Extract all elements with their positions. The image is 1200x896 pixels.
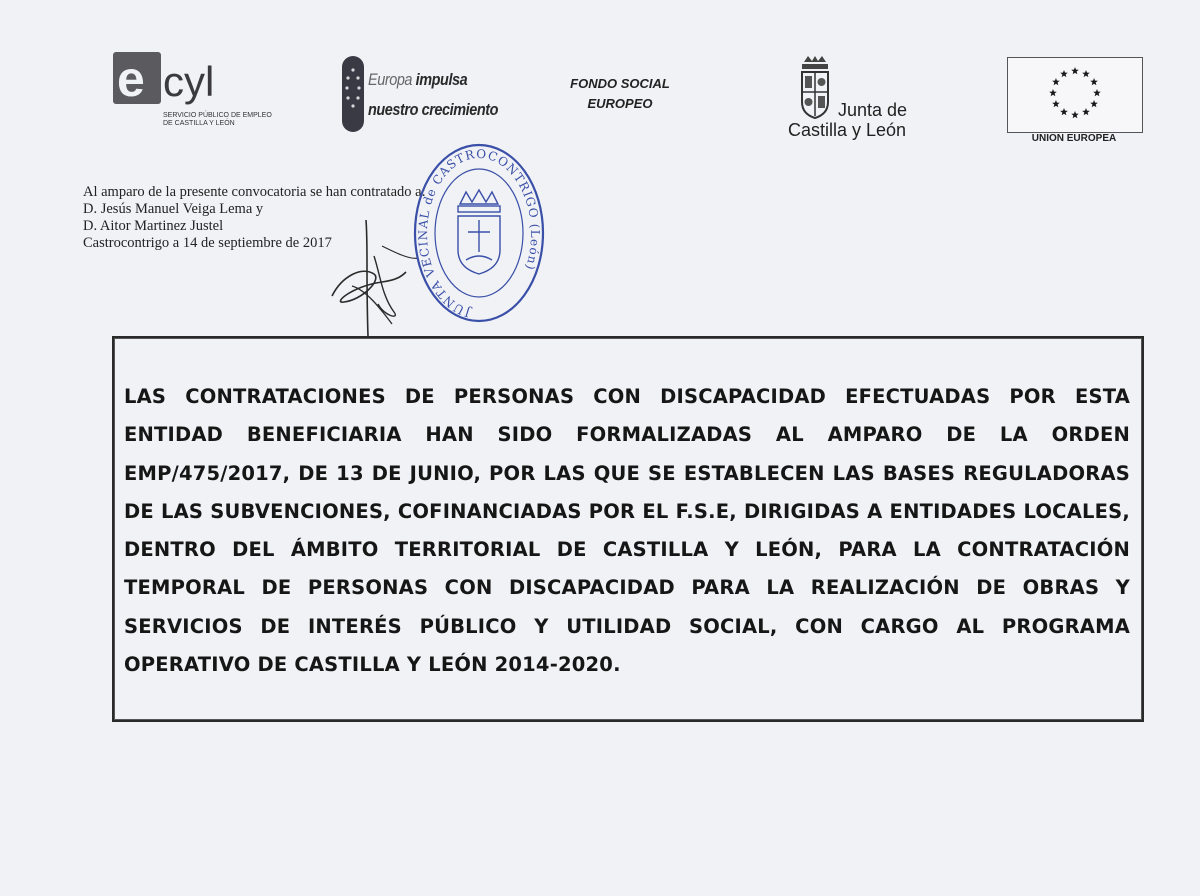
eu-caption: UNION EUROPEA: [1031, 133, 1117, 144]
svg-text:cyl: cyl: [163, 58, 215, 105]
europa-word: Europa: [368, 70, 413, 89]
eu-star-icon: [1071, 111, 1079, 118]
eu-star-icon: [1052, 78, 1060, 85]
contracted-line4: Castrocontrigo a 14 de septiembre de 2017: [83, 235, 332, 251]
subsidy-notice-text: LAS CONTRATACIONES DE PERSONAS CON DISCAPACIDAD EFECTUADAS POR ESTA ENTIDAD BENEFICIARIA HAN SIDO FORMALIZADAS AL AMPARO DE LA ORDEN EMP/475/2017, DE 13 DE JUNIO, POR LAS QUE SE ESTABLECEN LAS BASES REGULADORAS DE LAS SUBVENCIONES, COFINANCIADAS POR EL F.S.E, DIRIGIDAS A ENTIDADES LOCALES, DENTRO DEL ÁMBITO TERRITORIAL DE CASTILLA Y LEÓN, PARA LA CONTRATACIÓN TEMPORAL DE PERSONAS CON DISCAPACIDAD PARA LA REALIZACIÓN DE OBRAS Y SERVICIOS DE INTERÉS PÚBLICO Y UTILIDAD SOCIAL, CON CARGO AL PROGRAMA OPERATIVO DE CASTILLA Y LEÓN 2014-2020.: [124, 385, 1130, 677]
ecyl-wordmark-icon: [113, 52, 323, 108]
eu-star-icon: [1049, 89, 1057, 96]
fse-logo: [560, 74, 680, 114]
ecyl-caption-line1: SERVICIO PÚBLICO DE EMPLEO: [163, 112, 272, 119]
europa-line2: nuestro crecimiento: [368, 100, 499, 119]
eu-flag: [1007, 57, 1143, 133]
fse-line2: EUROPEO: [587, 96, 653, 111]
europa-impulsa-logo: [342, 56, 499, 136]
junta-line2: Castilla y León: [788, 120, 907, 140]
stamp-outer-text: JUNTA VECINAL de CASTROCONTRIGO (León): [416, 146, 543, 320]
eu-star-icon: [1071, 67, 1079, 74]
ecyl-caption-line2: DE CASTILLA Y LEÓN: [163, 120, 235, 127]
junta-logo: [788, 56, 928, 146]
eu-star-icon: [1060, 108, 1068, 115]
ecyl-caption: [163, 112, 283, 128]
handwritten-signature: [322, 216, 422, 346]
europa-line1: [368, 70, 467, 90]
europa-flag-badge-icon: [342, 56, 364, 132]
fse-line1: FONDO SOCIAL: [570, 76, 670, 91]
svg-text:e: e: [117, 52, 145, 107]
eu-star-icon: [1082, 70, 1090, 77]
junta-line1: Junta de: [838, 100, 908, 120]
eu-star-icon: [1060, 70, 1068, 77]
eu-star-icon: [1090, 78, 1098, 85]
contracted-line2: D. Jesús Manuel Veiga Lema y: [83, 201, 264, 217]
ecyl-logo: [113, 50, 273, 140]
eu-star-icon: [1082, 108, 1090, 115]
eu-star-icon: [1052, 100, 1060, 107]
contracted-line1: Al amparo de la presente convocatoria se han contratado a:: [83, 184, 426, 200]
eu-stars-icon: [1033, 62, 1117, 124]
eu-star-icon: [1090, 100, 1098, 107]
contracted-line3: D. Aitor Martinez Justel: [83, 218, 224, 234]
eu-star-icon: [1093, 89, 1101, 96]
official-stamp: [412, 140, 546, 326]
subsidy-notice-box: [112, 336, 1144, 722]
castilla-leon-shield-icon: [798, 56, 832, 120]
impulsa-word: impulsa: [412, 70, 468, 89]
